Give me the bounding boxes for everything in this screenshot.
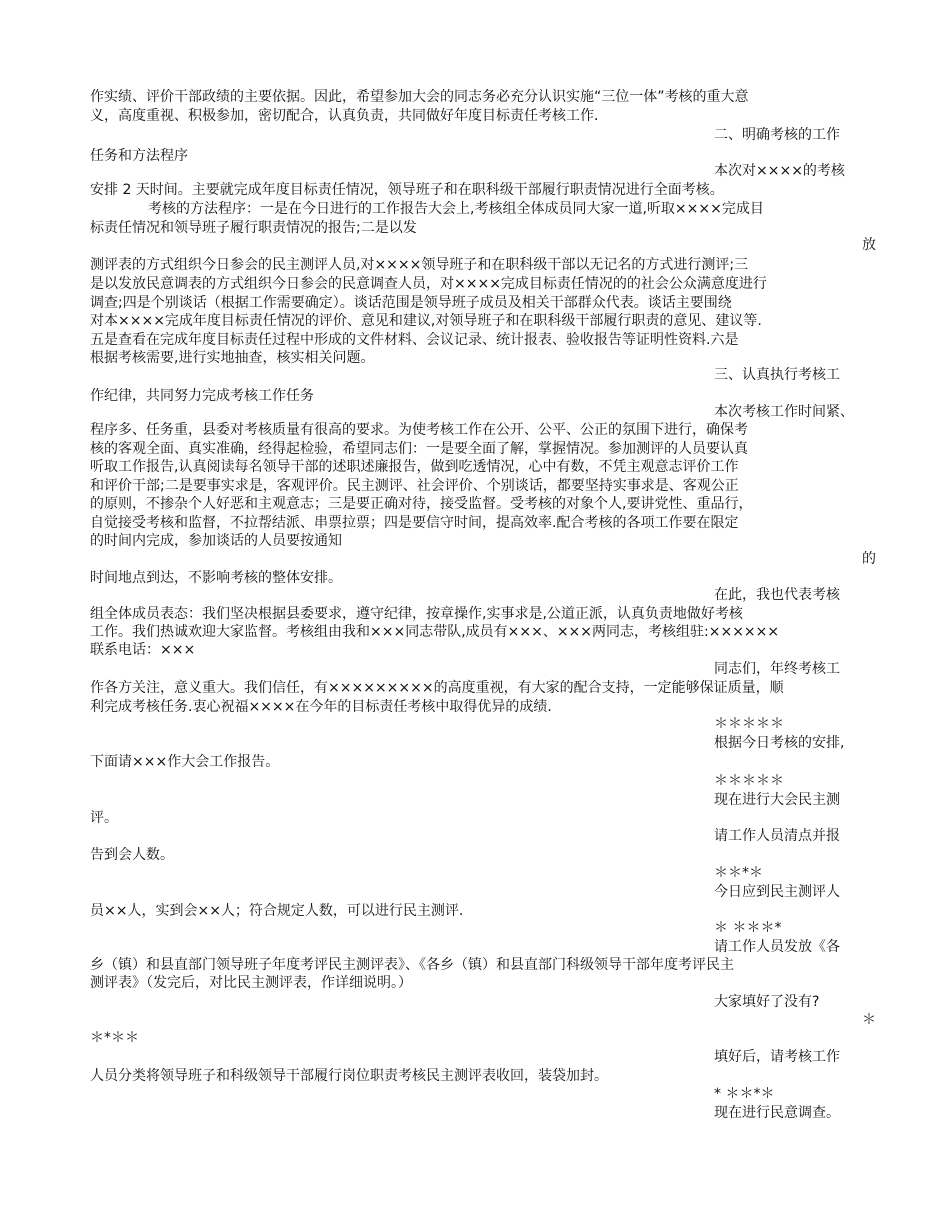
separator-stars: ＊＊＊＊＊ (714, 716, 784, 732)
text-line: 测评表的方式组织今日参会的民主测评人员,对××××领导班子和在职科级干部以无记名的方式进行测评;三 (90, 257, 749, 273)
text-line: 在此，我也代表考核 (714, 587, 840, 603)
text-line: 标责任情况和领导班子履行职责情况的报告;二是以发 (90, 220, 417, 236)
section-heading: 作纪律，共同努力完成考核工作任务 (90, 388, 314, 404)
text-line: 本次考核工作时间紧、 (714, 404, 854, 420)
text-line: 下面请×××作大会工作报告。 (90, 754, 280, 770)
text-line: 调查;四是个别谈话（根据工作需要确定）。谈话范围是领导班子成员及相关干部群众代表。谈话主要围绕 (90, 295, 732, 311)
text-line: 员××人，实到会××人；符合规定人数，可以进行民主测评. (90, 903, 464, 919)
text-line: 义，高度重视、积极参加，密切配合，认真负责，共同做好年度目标责任考核工作． (90, 108, 608, 124)
text-line: 根据今日考核的安排, (714, 735, 845, 751)
text-line: 程序多、任务重，县委对考核质量有很高的要求。为使考核工作在公开、公平、公正的氛围下进行，确保考 (90, 422, 748, 438)
text-line: 请工作人员清点并报 (714, 828, 840, 844)
text-line: 自觉接受考核和监督，不拉帮结派、串票拉票；四是要信守时间，提高效率.配合考核的各项工作要在限定 (90, 515, 739, 531)
text-line: 联系电话：××× (90, 642, 196, 658)
text-line: 作各方关注，意义重大。我们信任，有×××××××××的高度重视，有大家的配合支持，一定能够保证质量，顺 (90, 680, 784, 696)
text-line: 核的客观全面、真实准确，经得起检验，希望同志们：一是要全面了解，掌握情况。参加测评的人员要认真 (90, 441, 748, 457)
text-line: 告到会人数。 (90, 847, 174, 863)
text-line: 利完成考核任务.衷心祝福××××在今年的目标责任考核中取得优异的成绩. (90, 699, 552, 715)
separator-stars: ＊ ＊＊＊* (714, 920, 782, 936)
text-line: 工作。我们热诚欢迎大家监督。考核组由我和×××同志带队,成员有×××、×××两同志，考核组驻:×××××× (90, 624, 780, 640)
text-line: 现在进行大会民主测 (714, 792, 840, 808)
section-heading: 二、明确考核的工作 (714, 127, 840, 143)
text-line: 乡（镇）和县直部门领导班子年度考评民主测评表》、《各乡（镇）和县直部门科级领导干部年度考评民主 (90, 957, 734, 973)
text-line: 和评价干部;二是要事实求是，客观评价。民主测评、社会评价、个别谈话，都要坚持实事求是、客观公正 (90, 478, 739, 494)
text-line: 考核的方法程序：一是在今日进行的工作报告大会上,考核组全体成员同大家一道,听取××××完成目 (148, 201, 764, 217)
text-line: 放 (862, 237, 876, 253)
text-line: 评。 (90, 810, 118, 826)
text-line: 的原则，不掺杂个人好恶和主观意志；三是要正确对待，接受监督。受考核的对象个人,要讲党性、重品行， (90, 496, 753, 512)
text-line: 大家填好了没有? (714, 994, 820, 1010)
text-line: 时间地点到达，不影响考核的整体安排。 (90, 570, 342, 586)
text-line: 人员分类将领导班子和科级领导干部履行岗位职责考核民主测评表收回，装袋加封。 (90, 1068, 608, 1084)
separator-stars: ＊*＊＊ (90, 1030, 139, 1046)
section-heading: 三、认真执行考核工 (714, 367, 840, 383)
text-line: 的时间内完成，参加谈话的人员要按通知 (90, 533, 342, 549)
text-line: 测评表》（发完后，对比民主测评表，作详细说明。） (90, 975, 412, 991)
text-line: 安排 2 天时间。主要就完成年度目标责任情况，领导班子和在职科级干部履行职责情况进行全面考核。 (90, 182, 724, 198)
separator-stars: ＊＊＊＊＊ (714, 773, 784, 789)
text-line: 的 (862, 551, 876, 567)
text-line: 组全体成员表态：我们坚决根据县委要求，遵守纪律，按章操作,实事求是,公道正派，认真负责地做好考核 (90, 606, 743, 622)
text-line: 请工作人员发放《各 (714, 939, 840, 955)
separator-stars: ＊ (862, 1012, 876, 1028)
section-heading: 任务和方法程序 (90, 148, 188, 164)
separator-stars: * ＊＊*＊ (714, 1086, 775, 1102)
separator-stars: ＊＊*＊ (714, 865, 763, 881)
text-line: 同志们，年终考核工 (714, 661, 840, 677)
text-line: 填好后，请考核工作 (714, 1049, 840, 1065)
text-line: 现在进行民意调查。 (714, 1105, 840, 1121)
text-line: 本次对××××的考核 (714, 163, 845, 179)
text-line: 根据考核需要,进行实地抽查，核实相关问题。 (90, 350, 375, 366)
text-line: 对本××××完成年度目标责任情况的评价、意见和建议,对领导班子和在职科级干部履行职责的意见、建议等. (90, 313, 762, 329)
text-line: 今日应到民主测评人 (714, 884, 840, 900)
text-line: 作实绩、评价干部政绩的主要依据。因此，希望参加大会的同志务必充分认识实施“三位一体”考核的重大意 (90, 89, 749, 105)
text-line: 五是查看在完成年度目标责任过程中形成的文件材料、会议记录、统计报表、验收报告等证明性资料.六是 (90, 332, 739, 348)
text-line: 是以发放民意调表的方式组织今日参会的民意调查人员，对××××完成目标责任情况的的社会公众满意度进行 (90, 276, 767, 292)
text-line: 听取工作报告,认真阅读每名领导干部的述职述廉报告，做到吃透情况，心中有数，不凭主观意志评价工作 (90, 459, 739, 475)
